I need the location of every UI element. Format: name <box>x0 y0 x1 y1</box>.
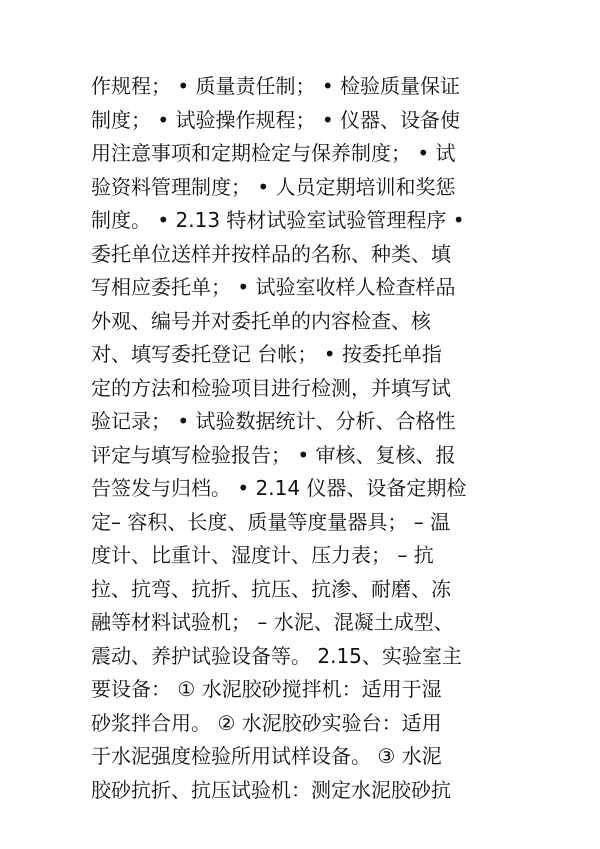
text-line: 定– 容积、长度、质量等度量器具； – 温 <box>91 509 451 534</box>
text-line: 要设备： ① 水泥胶砂搅拌机：适用于湿 <box>91 677 442 701</box>
text-line: 拉、抗弯、抗折、抗压、抗渗、耐磨、冻 <box>91 576 451 601</box>
text-line: 砂浆拌合用。 ② 水泥胶砂实验台：适用 <box>91 710 442 735</box>
text-line: 对、填写委托登记 台帐； • 按委托单指 <box>91 342 442 366</box>
text-line: 外观、编号并对委托单的内容检查、核 <box>91 308 431 333</box>
text-line: 融等材料试验机； – 水泥、混凝土成型、 <box>91 610 454 634</box>
text-line: 写相应委托单； • 试验室收样人检查样品 <box>91 275 456 299</box>
text-line: 评定与填写检验报告； • 审核、复核、报 <box>91 442 456 467</box>
text-line: 定的方法和检验项目进行检测，并填写试 <box>91 375 451 400</box>
text-line: 度计、比重计、湿度计、压力表； – 抗 <box>91 543 434 567</box>
text-line: 震动、养护试验设备等。 2.15、实验室主 <box>91 643 462 668</box>
body-text <box>91 70 521 807</box>
text-line: 作规程； • 质量责任制； • 检验质量保证 <box>91 74 461 98</box>
text-line: 胶砂抗折、抗压试验机：测定水泥胶砂抗 <box>91 777 451 802</box>
text-line: 用注意事项和定期检定与保养制度； • 试 <box>91 141 456 165</box>
text-line: 委托单位送样并按样品的名称、种类、填 <box>91 241 451 266</box>
text-line: 制度； • 试验操作规程； • 仪器、设备使 <box>91 107 461 132</box>
text-line: 于水泥强度检验所用试样设备。 ③ 水泥 <box>91 744 442 768</box>
text-line: 验资料管理制度； • 人员定期培训和奖惩 <box>91 174 456 199</box>
text-line: 制度。 • 2.13 特材试验室试验管理程序 • <box>91 208 465 232</box>
text-line: 告签发与归档。 • 2.14 仪器、设备定期检 <box>91 476 467 500</box>
text-line: 验记录； • 试验数据统计、分析、合格性 <box>91 409 456 433</box>
